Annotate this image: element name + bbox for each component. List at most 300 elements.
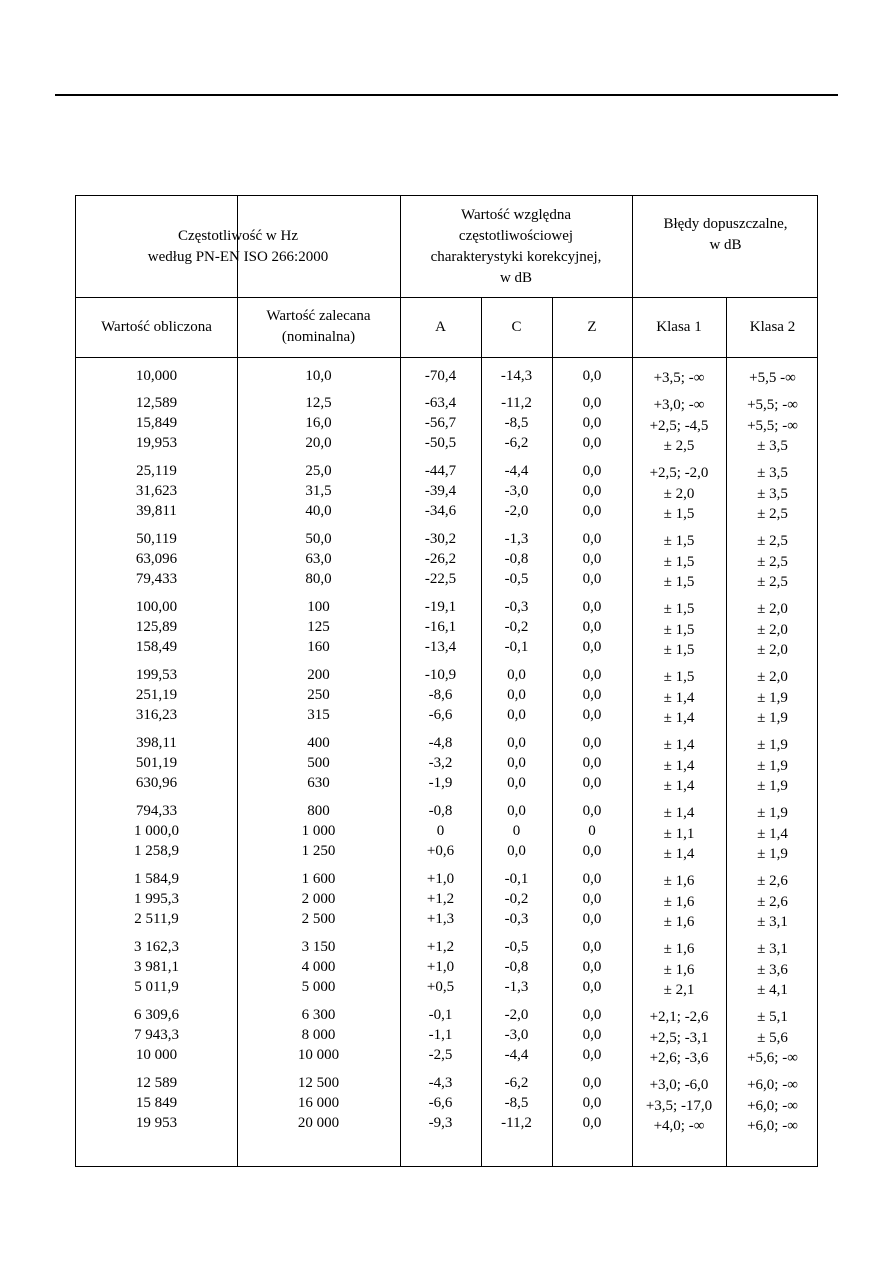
calculated-value: 251,19 — [135, 687, 178, 703]
c-weighting-value: -0,1 — [504, 871, 529, 887]
frequency-header-line1: Częstotliwość w Hz — [178, 227, 298, 244]
z-weighting-value: 0,0 — [582, 463, 602, 479]
relative-value-header — [400, 196, 632, 297]
nominal-value: 50,0 — [305, 531, 332, 547]
calculated-value: 19,953 — [135, 435, 178, 451]
calculated-value: 3 981,1 — [134, 959, 179, 975]
a-weighting-value: -30,2 — [424, 531, 457, 547]
calculated-value: 398,11 — [136, 735, 177, 751]
class1-tolerance: +2,5; -4,5 — [649, 417, 709, 434]
a-weighting-value: -56,7 — [424, 415, 457, 431]
a-weighting-value: +1,2 — [426, 891, 455, 907]
nominal-value: 500 — [307, 755, 330, 771]
class2-tolerance: ± 1,4 — [757, 825, 788, 842]
row-group — [726, 394, 819, 462]
z-weighting-value: 0,0 — [582, 1047, 602, 1063]
row-group — [632, 530, 726, 598]
row-group — [76, 393, 237, 461]
class2-tolerance: ± 1,9 — [757, 846, 788, 862]
c-weighting-value: 0,0 — [507, 755, 526, 771]
class1-tolerance: ± 1,6 — [663, 941, 695, 957]
class1-tolerance: ± 1,4 — [663, 737, 695, 753]
row-group — [400, 801, 481, 869]
row-group — [237, 461, 400, 529]
calculated-value: 25,119 — [136, 463, 177, 479]
row-group — [481, 733, 552, 801]
c-weighting-value: 0,0 — [507, 775, 526, 791]
calculated-value: 79,433 — [135, 571, 178, 587]
class1-tolerance: +4,0; -∞ — [653, 1118, 705, 1134]
row-group — [76, 597, 237, 665]
class2-tolerance: ± 2,5 — [757, 553, 788, 570]
calculated-value: 316,23 — [135, 707, 178, 723]
z-weighting-value: 0,0 — [582, 959, 602, 975]
row-group — [632, 1074, 726, 1142]
class1-tolerance: ± 1,5 — [663, 669, 695, 685]
z-weighting-value: 0,0 — [582, 619, 602, 635]
class1-tolerance: +3,5; -∞ — [653, 370, 705, 386]
row-group — [632, 666, 726, 734]
row-group — [552, 1073, 632, 1141]
row-group — [76, 366, 237, 393]
nominal-value: 6 300 — [301, 1007, 336, 1023]
row-group — [400, 869, 481, 937]
a-weighting-header: A — [435, 318, 446, 335]
class2-tolerance: ± 4,1 — [757, 982, 788, 998]
class1-tolerance: ± 1,5 — [663, 574, 695, 590]
row-group — [632, 367, 726, 394]
a-weighting-value: +1,2 — [426, 939, 455, 955]
class1-tolerance: ± 1,6 — [663, 873, 695, 889]
nominal-value: 3 150 — [301, 939, 336, 955]
c-weighting-value: -0,5 — [504, 939, 529, 955]
c-weighting-value: -0,2 — [504, 891, 529, 907]
class1-tolerance: ± 1,4 — [663, 778, 695, 794]
z-weighting-value: 0,0 — [582, 667, 602, 683]
a-weighting-value: 0 — [436, 823, 445, 839]
row-group — [237, 1073, 400, 1141]
a-weighting-value: +0,6 — [426, 843, 455, 859]
calculated-value: 158,49 — [135, 639, 178, 655]
class2-tolerance: ± 1,9 — [757, 737, 788, 753]
class2-tolerance: ± 2,6 — [757, 893, 788, 910]
a-weighting-value: -70,4 — [424, 368, 457, 384]
class1-tolerance: +2,1; -2,6 — [649, 1009, 709, 1025]
class2-tolerance: +6,0; -∞ — [747, 1118, 798, 1134]
calculated-value: 15,849 — [135, 415, 178, 431]
row-group — [632, 734, 726, 802]
row-group — [552, 393, 632, 461]
class2-tolerance: ± 1,9 — [757, 778, 788, 794]
z-weighting-value: 0,0 — [582, 775, 602, 791]
calculated-value: 199,53 — [135, 667, 178, 683]
z-weighting-value: 0,0 — [582, 395, 602, 411]
nominal-value: 2 000 — [301, 891, 336, 907]
row-group — [237, 366, 400, 393]
class2-tolerance: ± 5,6 — [757, 1029, 788, 1046]
nominal-value: 4 000 — [301, 959, 336, 975]
nominal-value: 800 — [307, 803, 330, 819]
row-group — [481, 665, 552, 733]
nominal-value: 40,0 — [305, 503, 332, 519]
nominal-value: 250 — [307, 687, 330, 703]
row-group — [76, 733, 237, 801]
z-weighting-value: 0,0 — [582, 911, 602, 927]
row-group — [632, 870, 726, 938]
relative-value-line4: w dB — [499, 269, 533, 286]
row-group — [552, 801, 632, 869]
z-weighting-value: 0,0 — [582, 483, 602, 499]
row-group — [76, 461, 237, 529]
class1-tolerance-column — [632, 367, 726, 1142]
row-group — [400, 1005, 481, 1073]
class1-tolerance: ± 2,1 — [663, 982, 695, 998]
class1-tolerance: ± 1,6 — [663, 914, 695, 930]
class1-tolerance: ± 1,5 — [663, 642, 695, 658]
z-weighting-value: 0,0 — [582, 687, 602, 703]
c-weighting-value: -0,3 — [504, 911, 529, 927]
row-group — [76, 1005, 237, 1073]
nominal-value: 12 500 — [297, 1075, 340, 1091]
c-weighting-value: 0,0 — [507, 843, 526, 859]
nominal-value-header — [237, 297, 400, 357]
calculated-value: 125,89 — [135, 619, 178, 635]
calculated-value: 5 011,9 — [134, 979, 179, 995]
row-group — [632, 938, 726, 1006]
row-group — [481, 801, 552, 869]
relative-value-line3: charakterystyki korekcyjnej, — [430, 248, 602, 265]
class1-tolerance: ± 2,5 — [663, 438, 695, 454]
z-weighting-value: 0,0 — [582, 1115, 602, 1131]
class1-tolerance: +3,5; -17,0 — [645, 1097, 713, 1114]
row-group — [237, 937, 400, 1005]
row-group — [400, 393, 481, 461]
nominal-value: 1 250 — [301, 843, 336, 859]
nominal-value: 100 — [307, 599, 330, 615]
row-group — [726, 1006, 819, 1074]
row-group — [726, 734, 819, 802]
tolerance-header — [632, 196, 819, 288]
class1-tolerance: ± 2,0 — [663, 485, 695, 502]
class2-tolerance: ± 3,5 — [757, 465, 788, 481]
a-weighting-value: +0,5 — [426, 979, 455, 995]
row-group — [76, 529, 237, 597]
nominal-value-column — [237, 366, 400, 1141]
calculated-value: 630,96 — [135, 775, 178, 791]
nominal-value: 31,5 — [305, 483, 332, 499]
class2-tolerance: ± 5,1 — [757, 1009, 788, 1025]
row-group — [726, 598, 819, 666]
a-weighting-value: -6,6 — [428, 1095, 453, 1111]
a-weighting-value: -63,4 — [424, 395, 457, 411]
row-group — [400, 529, 481, 597]
z-weighting-value: 0,0 — [582, 891, 602, 907]
calculated-value: 39,811 — [136, 503, 177, 519]
calculated-value: 2 511,9 — [134, 911, 179, 927]
class2-tolerance: ± 2,6 — [757, 873, 788, 889]
c-weighting-value: -0,1 — [504, 639, 529, 655]
a-weighting-value: -1,9 — [428, 775, 453, 791]
row-group — [632, 598, 726, 666]
a-weighting-value: -16,1 — [424, 619, 457, 635]
z-weighting-header: Z — [587, 318, 597, 335]
a-weighting-value: -34,6 — [424, 503, 457, 519]
class1-tolerance: ± 1,4 — [663, 689, 695, 706]
z-weighting-value: 0,0 — [582, 639, 602, 655]
row-group — [481, 869, 552, 937]
relative-value-line1: Wartość względna — [460, 206, 571, 223]
a-weighting-value: -22,5 — [424, 571, 457, 587]
class2-tolerance: ± 1,9 — [757, 805, 788, 821]
row-group — [400, 1073, 481, 1141]
row-group — [400, 665, 481, 733]
nominal-value: 20 000 — [297, 1115, 340, 1131]
calculated-value: 63,096 — [135, 551, 178, 567]
c-weighting-value: -8,5 — [504, 1095, 529, 1111]
nominal-value: 63,0 — [305, 551, 332, 567]
z-weighting-value: 0,0 — [582, 1095, 602, 1111]
calculated-value: 15 849 — [135, 1095, 178, 1111]
z-weighting-value: 0,0 — [582, 871, 602, 887]
c-weighting-value: -6,2 — [504, 1075, 529, 1091]
nominal-value: 200 — [307, 667, 330, 683]
c-weighting-value: -8,5 — [504, 415, 529, 431]
tolerance-header-line1: Błędy dopuszczalne, — [663, 216, 788, 232]
nominal-header-line1: Wartość zalecana — [266, 308, 371, 324]
row-group — [400, 937, 481, 1005]
a-weighting-value: -2,5 — [428, 1047, 453, 1063]
a-weighting-value: -4,3 — [428, 1075, 453, 1091]
a-weighting-value: +1,0 — [426, 871, 455, 887]
c-weighting-value: -11,2 — [501, 1115, 532, 1131]
class1-tolerance: ± 1,5 — [663, 553, 695, 570]
a-weighting-value: +1,0 — [426, 959, 455, 975]
z-weighting-value: 0,0 — [582, 1007, 602, 1023]
nominal-value: 10,0 — [305, 368, 332, 384]
calculated-value: 1 258,9 — [134, 843, 179, 859]
class1-tolerance: ± 1,1 — [663, 825, 695, 842]
row-group — [726, 462, 819, 530]
c-weighting-value: -3,0 — [504, 1027, 529, 1043]
class2-tolerance: ± 2,0 — [757, 642, 788, 658]
z-weighting-value: 0,0 — [582, 415, 602, 431]
row-group — [552, 366, 632, 393]
c-weighting-value: -4,4 — [504, 1047, 529, 1063]
class2-tolerance: ± 3,6 — [757, 961, 788, 978]
calculated-value: 12 589 — [135, 1075, 178, 1091]
nominal-value: 20,0 — [305, 435, 332, 451]
row-group — [481, 529, 552, 597]
class2-tolerance: ± 2,5 — [757, 506, 788, 522]
nominal-value: 8 000 — [301, 1027, 336, 1043]
class1-tolerance: ± 1,5 — [663, 533, 695, 549]
row-group — [726, 530, 819, 598]
class1-tolerance: +2,5; -2,0 — [649, 465, 709, 481]
row-group — [400, 461, 481, 529]
a-weighting-column — [400, 366, 481, 1141]
row-group — [237, 665, 400, 733]
calculated-value: 794,33 — [135, 803, 178, 819]
calculated-value: 1 584,9 — [134, 871, 179, 887]
a-weighting-value: -4,8 — [428, 735, 453, 751]
class2-tolerance: +6,0; -∞ — [747, 1077, 798, 1093]
z-weighting-value: 0,0 — [582, 803, 602, 819]
a-weighting-value: -13,4 — [424, 639, 457, 655]
c-weighting-value: 0,0 — [507, 687, 526, 703]
a-weighting-value: -19,1 — [424, 599, 457, 615]
row-group — [726, 367, 819, 394]
calculated-value: 12,589 — [135, 395, 178, 411]
row-group — [237, 1005, 400, 1073]
class1-tolerance: ± 1,5 — [663, 506, 695, 522]
row-group — [726, 666, 819, 734]
row-group — [726, 938, 819, 1006]
tolerance-header-line2: w dB — [709, 237, 742, 253]
row-group — [237, 393, 400, 461]
z-weighting-value: 0,0 — [582, 571, 602, 587]
c-weighting-value: -4,4 — [504, 463, 529, 479]
class1-tolerance: ± 1,4 — [663, 805, 695, 821]
row-group — [76, 1073, 237, 1141]
c-weighting-value: -11,2 — [501, 395, 532, 411]
a-weighting-value: -10,9 — [424, 667, 457, 683]
a-weighting-value: -3,2 — [428, 755, 453, 771]
row-group — [481, 937, 552, 1005]
nominal-value: 16 000 — [297, 1095, 340, 1111]
z-weighting-value: 0,0 — [582, 435, 602, 451]
a-weighting-value: -44,7 — [424, 463, 457, 479]
z-weighting-value: 0,0 — [582, 503, 602, 519]
c-weighting-value: -0,2 — [504, 619, 529, 635]
relative-value-line2: częstotliwościowej — [458, 227, 574, 244]
a-weighting-value: -9,3 — [428, 1115, 453, 1131]
class2-tolerance: ± 1,9 — [757, 757, 788, 774]
a-weighting-value: -6,6 — [428, 707, 453, 723]
calculated-value: 19 953 — [135, 1115, 178, 1131]
nominal-value: 12,5 — [305, 395, 332, 411]
calculated-value: 1 000,0 — [134, 823, 179, 839]
row-group — [726, 802, 819, 870]
class2-tolerance: +5,5; -∞ — [747, 417, 798, 434]
row-group — [726, 1074, 819, 1142]
z-weighting-value: 0,0 — [582, 843, 602, 859]
calculated-value: 1 995,3 — [134, 891, 179, 907]
class2-tolerance: +5,5 -∞ — [749, 370, 796, 386]
calculated-value: 50,119 — [136, 531, 177, 547]
c-weighting-value: -6,2 — [504, 435, 529, 451]
a-weighting-value: -39,4 — [424, 483, 457, 499]
class2-tolerance: ± 2,0 — [757, 621, 788, 638]
row-group — [76, 869, 237, 937]
z-weighting-column — [552, 366, 632, 1141]
calculated-value: 10,000 — [135, 368, 178, 384]
c-weighting-value: -0,5 — [504, 571, 529, 587]
c-weighting-value: -1,3 — [504, 531, 529, 547]
class1-tolerance: ± 1,6 — [663, 893, 695, 910]
class1-tolerance: ± 1,6 — [663, 961, 695, 978]
row-group — [632, 394, 726, 462]
class2-tolerance: ± 2,5 — [757, 533, 788, 549]
row-group — [552, 869, 632, 937]
class2-tolerance: ± 3,5 — [757, 485, 788, 502]
c-weighting-value: -1,3 — [504, 979, 529, 995]
row-group — [552, 1005, 632, 1073]
class1-tolerance: +3,0; -6,0 — [649, 1077, 709, 1093]
z-weighting-value: 0,0 — [582, 368, 602, 384]
a-weighting-value: -8,6 — [428, 687, 453, 703]
class2-tolerance-column — [726, 367, 819, 1142]
class1-tolerance: ± 1,4 — [663, 710, 695, 726]
calculated-value: 31,623 — [135, 483, 178, 499]
row-group — [632, 802, 726, 870]
c-weighting-value: -3,0 — [504, 483, 529, 499]
class2-tolerance: ± 1,9 — [757, 710, 788, 726]
class2-header: Klasa 2 — [749, 318, 796, 335]
row-group — [400, 597, 481, 665]
frequency-header-line2: według PN-EN ISO 266:2000 — [147, 248, 329, 265]
row-group — [632, 462, 726, 530]
a-weighting-value: -0,1 — [428, 1007, 453, 1023]
c-weighting-column — [481, 366, 552, 1141]
class1-tolerance: ± 1,4 — [663, 846, 695, 862]
nominal-value: 5 000 — [301, 979, 336, 995]
row-group — [76, 937, 237, 1005]
c-weighting-value: -0,3 — [504, 599, 529, 615]
calculated-value: 3 162,3 — [134, 939, 179, 955]
z-weighting-value: 0,0 — [582, 1027, 602, 1043]
class1-tolerance: ± 1,4 — [663, 757, 695, 774]
row-group — [481, 1005, 552, 1073]
row-group — [552, 461, 632, 529]
calculated-value-header: Wartość obliczona — [101, 318, 212, 335]
row-group — [237, 597, 400, 665]
class2-tolerance: ± 3,1 — [757, 941, 788, 957]
c-weighting-value: -0,8 — [504, 959, 529, 975]
nominal-value: 400 — [307, 735, 330, 751]
a-weighting-value: -50,5 — [424, 435, 457, 451]
row-group — [237, 801, 400, 869]
a-weighting-value: -26,2 — [424, 551, 457, 567]
row-group — [481, 366, 552, 393]
row-group — [552, 529, 632, 597]
calculated-value: 501,19 — [135, 755, 178, 771]
subheader-divider — [76, 357, 817, 358]
nominal-value: 160 — [307, 639, 330, 655]
row-group — [237, 733, 400, 801]
class2-tolerance: +5,6; -∞ — [747, 1050, 798, 1066]
c-weighting-value: 0,0 — [507, 667, 526, 683]
z-weighting-value: 0,0 — [582, 551, 602, 567]
c-weighting-value: 0 — [512, 823, 521, 839]
z-weighting-value: 0,0 — [582, 939, 602, 955]
row-group — [400, 733, 481, 801]
top-rule — [55, 94, 838, 96]
z-weighting-value: 0,0 — [582, 531, 602, 547]
calculated-value: 10 000 — [135, 1047, 178, 1063]
nominal-value: 25,0 — [305, 463, 332, 479]
nominal-value: 10 000 — [297, 1047, 340, 1063]
c-weighting-value: -2,0 — [504, 503, 529, 519]
row-group — [237, 529, 400, 597]
z-weighting-value: 0 — [588, 823, 596, 839]
nominal-value: 630 — [307, 775, 330, 791]
class2-tolerance: ± 3,5 — [757, 438, 788, 454]
class2-tolerance: ± 2,0 — [757, 601, 788, 617]
a-weighting-value: -0,8 — [428, 803, 453, 819]
calculated-value: 6 309,6 — [134, 1007, 179, 1023]
class2-tolerance: ± 1,9 — [757, 689, 788, 706]
calculated-value-column — [76, 366, 237, 1141]
